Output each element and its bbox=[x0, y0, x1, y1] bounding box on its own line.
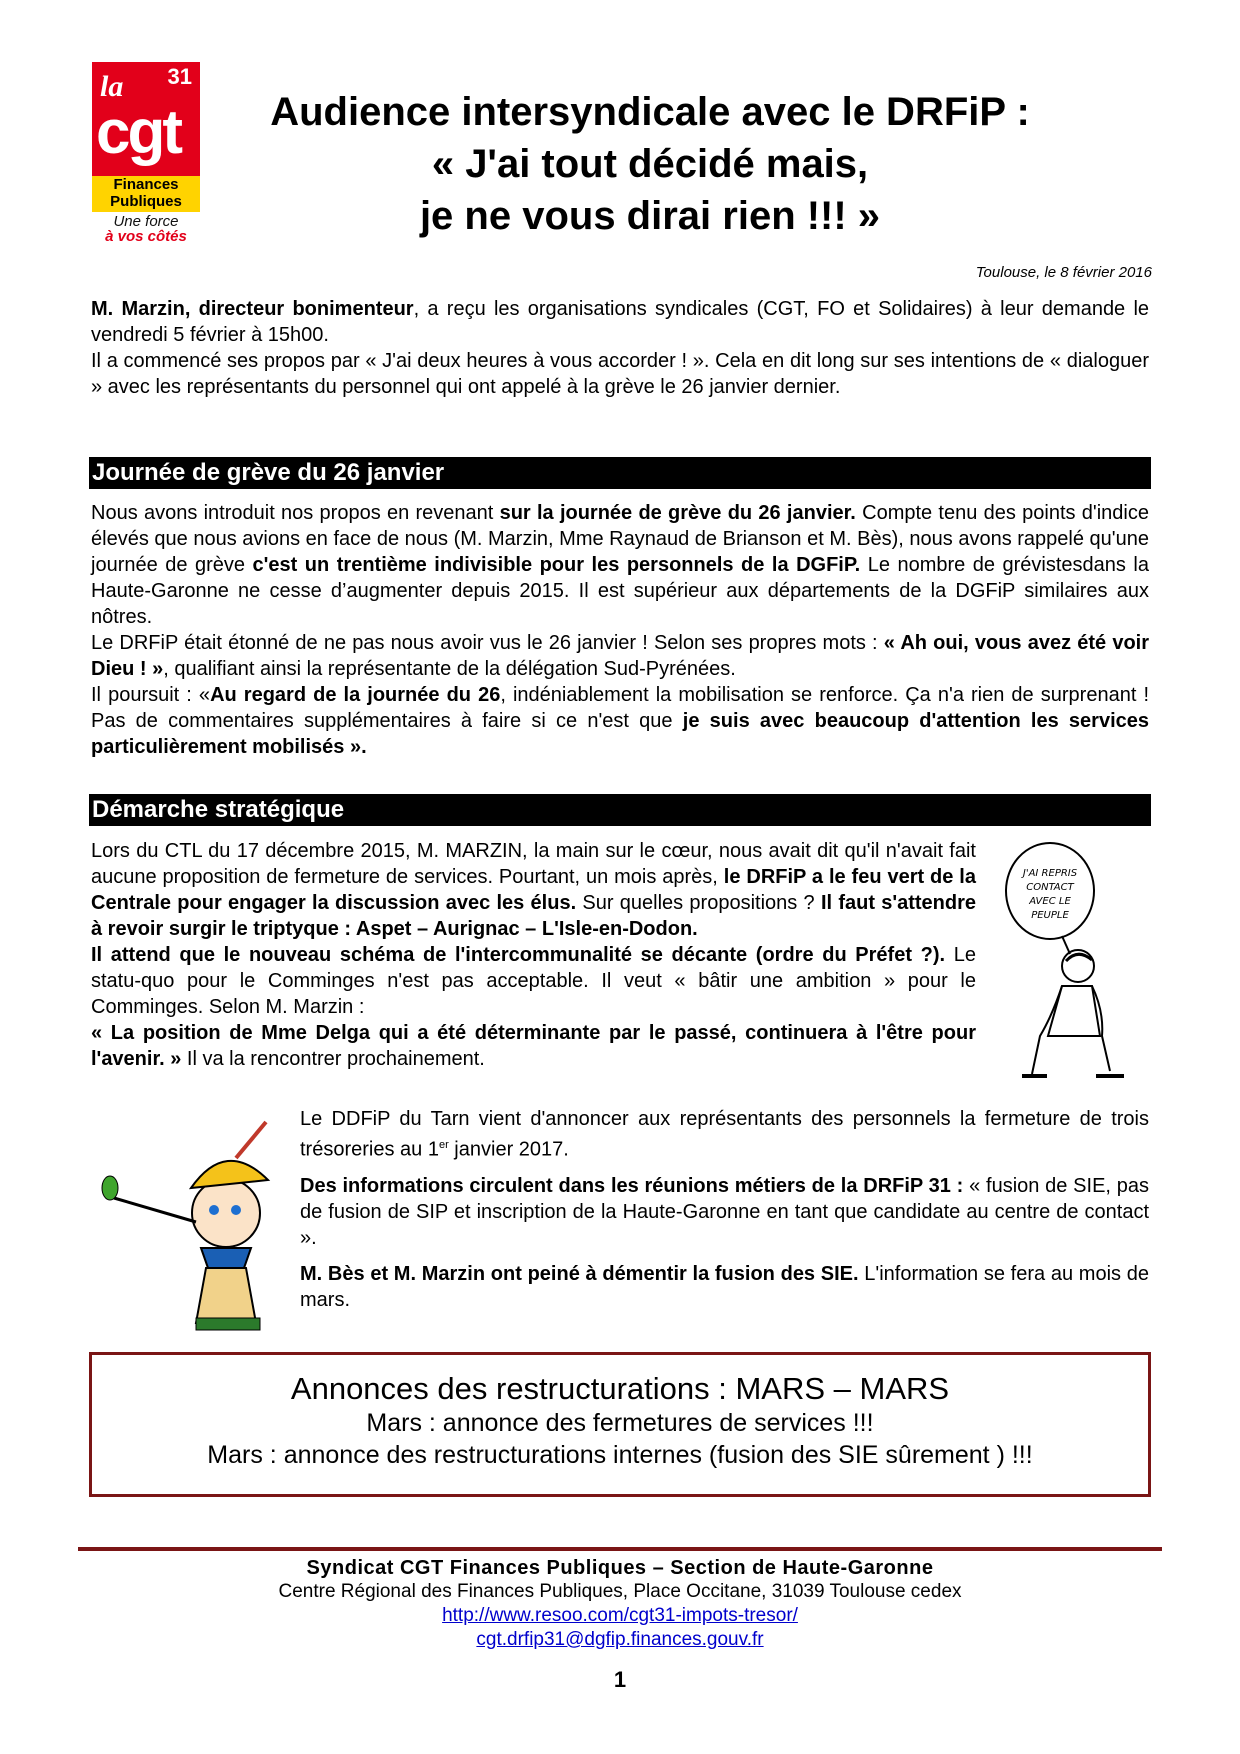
logo-org-line1: Finances bbox=[113, 176, 179, 193]
logo-tagline2: à vos côtés bbox=[105, 228, 187, 245]
bes-b: L'information se fera au mois de mars. bbox=[300, 1262, 1149, 1311]
s2-e: Il attend que le nouveau schéma de l'intercommunalité se décante (ordre du Préfet ?). bbox=[91, 944, 946, 966]
cgt-logo bbox=[92, 62, 200, 246]
cartoon-speech-line2: CONTACT bbox=[1026, 882, 1074, 893]
title-line2: « J'ai tout décidé mais, bbox=[431, 142, 869, 186]
footer-address: Centre Régional des Finances Publiques, Place Occitane, 31039 Toulouse cedex bbox=[278, 1581, 962, 1602]
s2-f: Le statu-quo pour le Comminges n'est pas acceptable. Il veut « bâtir une ambition » pour le Comminges. Selon M. Marzin : bbox=[91, 944, 976, 1018]
logo-tagline bbox=[92, 214, 200, 244]
footer-org: Syndicat CGT Finances Publiques – Section de Haute-Garonne bbox=[306, 1557, 934, 1579]
page-number: 1 bbox=[613, 1667, 627, 1692]
intro-paragraph bbox=[91, 296, 1149, 400]
s1-p3-c: , indéniablement la mobilisation se renforce. Ça n'a rien de surprenant ! Pas de commentaires supplémentaires à faire si ce n'est que bbox=[91, 684, 1150, 732]
s2-g: « La position de Mme Delga qui a été déterminante par le passé, continuera à l'être pour l'avenir. » bbox=[91, 1022, 976, 1070]
s1-p2-a: Le DRFiP était étonné de ne pas nous avoir vus le 26 janvier ! Selon ses propres mots : bbox=[91, 632, 884, 654]
s2-h: Il va la rencontrer prochainement. bbox=[181, 1048, 485, 1070]
logo-la: la bbox=[100, 70, 124, 103]
announcement-line3: Mars : annonce des restructurations internes (fusion des SIE sûrement ) !!! bbox=[207, 1441, 1033, 1469]
page-title bbox=[230, 86, 1070, 242]
intro-text1: , a reçu les organisations syndicales (CGT, FO et Solidaires) à leur demande le vendredi 5 février à 15h00. bbox=[91, 298, 1150, 346]
logo-number: 31 bbox=[167, 64, 192, 89]
s2-d: Il faut s'attendre à revoir surgir le triptyque : Aspet – Aurignac – L'Isle-en-Dodon. bbox=[91, 892, 977, 940]
footer-divider bbox=[78, 1547, 1162, 1551]
s1-p1-d: c'est un trentième indivisible pour les personnels de la DGFiP. bbox=[252, 554, 861, 576]
tarn-paragraphs bbox=[300, 1106, 1149, 1313]
section-heading-strike: Journée de grève du 26 janvier bbox=[89, 457, 1151, 489]
tarn-b: janvier 2017. bbox=[448, 1138, 569, 1161]
cartoon-speech-line1: J'AI REPRIS bbox=[1022, 868, 1078, 879]
footer-website-link[interactable]: http://www.resoo.com/cgt31-impots-tresor/ bbox=[442, 1605, 798, 1626]
s1-p3-d: je suis avec beaucoup d'attention les services particulièrement mobilisés ». bbox=[91, 710, 1149, 758]
s1-p3-b: Au regard de la journée du 26 bbox=[210, 684, 501, 706]
info-b: « fusion de SIE, pas de fusion de SIP et inscription de la Haute-Garonne en tant que candidate au centre de contact ». bbox=[300, 1174, 1149, 1249]
politician-cartoon-illustration bbox=[992, 836, 1142, 1096]
s1-p1-b: sur la journée de grève du 26 janvier. bbox=[499, 502, 856, 524]
section-strategy-body bbox=[91, 838, 976, 1072]
s1-p1-e: Le nombre de grévistesdans la Haute-Garonne ne cesse d’augmenter depuis 2015. Il est supérieur aux départements de la DGFiP similaires aux nôtres. bbox=[91, 554, 1149, 628]
section-strike-body bbox=[91, 500, 1149, 760]
logo-org bbox=[92, 176, 200, 210]
tarn-a: Le DDFiP du Tarn vient d'annoncer aux représentants des personnels la fermeture de trois trésoreries au 1 bbox=[300, 1108, 1149, 1161]
title-line3: je ne vous dirai rien !!! » bbox=[419, 194, 881, 238]
s2-a: Lors du CTL du 17 décembre 2015, M. MARZIN, la main sur le cœur, nous avait dit qu'il n'avait fait aucune proposition de fermeture de services. Pourtant, un mois après, bbox=[91, 840, 976, 888]
info-a: Des informations circulent dans les réunions métiers de la DRFiP 31 : bbox=[300, 1174, 964, 1197]
document-date: Toulouse, le 8 février 2016 bbox=[975, 264, 1152, 281]
s1-p3-a: Il poursuit : « bbox=[91, 684, 211, 706]
tarn-sup: er bbox=[438, 1139, 449, 1151]
section-heading-strategy: Démarche stratégique bbox=[89, 794, 1151, 826]
s1-p1-a: Nous avons introduit nos propos en revenant bbox=[91, 502, 500, 524]
logo-cgt: cgt bbox=[96, 98, 180, 167]
announcement-box bbox=[89, 1352, 1151, 1497]
title-line1: Audience intersyndicale avec le DRFiP : bbox=[270, 90, 1030, 134]
logo-tagline1: Une force bbox=[113, 213, 179, 230]
announcement-line2: Mars : annonce des fermetures de services !!! bbox=[366, 1409, 874, 1437]
cartoon-speech-line4: PEUPLE bbox=[1031, 910, 1069, 921]
logo-org-line2: Publiques bbox=[110, 193, 182, 210]
s2-b: le DRFiP a le feu vert de la Centrale pour engager la discussion avec les élus. bbox=[91, 866, 976, 914]
s1-p2-c: , qualifiant ainsi la représentante de la délégation Sud-Pyrénées. bbox=[163, 658, 736, 680]
s1-p2-b: « Ah oui, vous avez été voir Dieu ! » bbox=[91, 632, 1150, 680]
intro-bold-lead: M. Marzin, directeur bonimenteur bbox=[91, 298, 414, 320]
bes-a: M. Bès et M. Marzin ont peiné à démentir la fusion des SIE. bbox=[300, 1262, 859, 1285]
s1-p1-c: Compte tenu des points d'indice élevés que nous avions en face de nous (M. Marzin, Mme Raynaud de Brianson et M. Bès), nous avons rappelé qu'une journée de grève bbox=[91, 502, 1149, 576]
cartoon-speech-line3: AVEC LE bbox=[1029, 896, 1071, 907]
s2-c: Sur quelles propositions ? bbox=[576, 892, 821, 914]
pinocchio-illustration bbox=[96, 1118, 296, 1333]
footer-email-link[interactable]: cgt.drfip31@dgfip.finances.gouv.fr bbox=[476, 1629, 764, 1650]
announcement-title: Annonces des restructurations : MARS – MARS bbox=[290, 1371, 950, 1406]
intro-text2: Il a commencé ses propos par « J'ai deux heures à vous accorder ! ». Cela en dit long sur ses intentions de « dialoguer » avec les représentants du personnel qui ont appelé à la grève le 26 janvier dernier. bbox=[91, 350, 1149, 398]
footer bbox=[0, 1556, 1240, 1652]
